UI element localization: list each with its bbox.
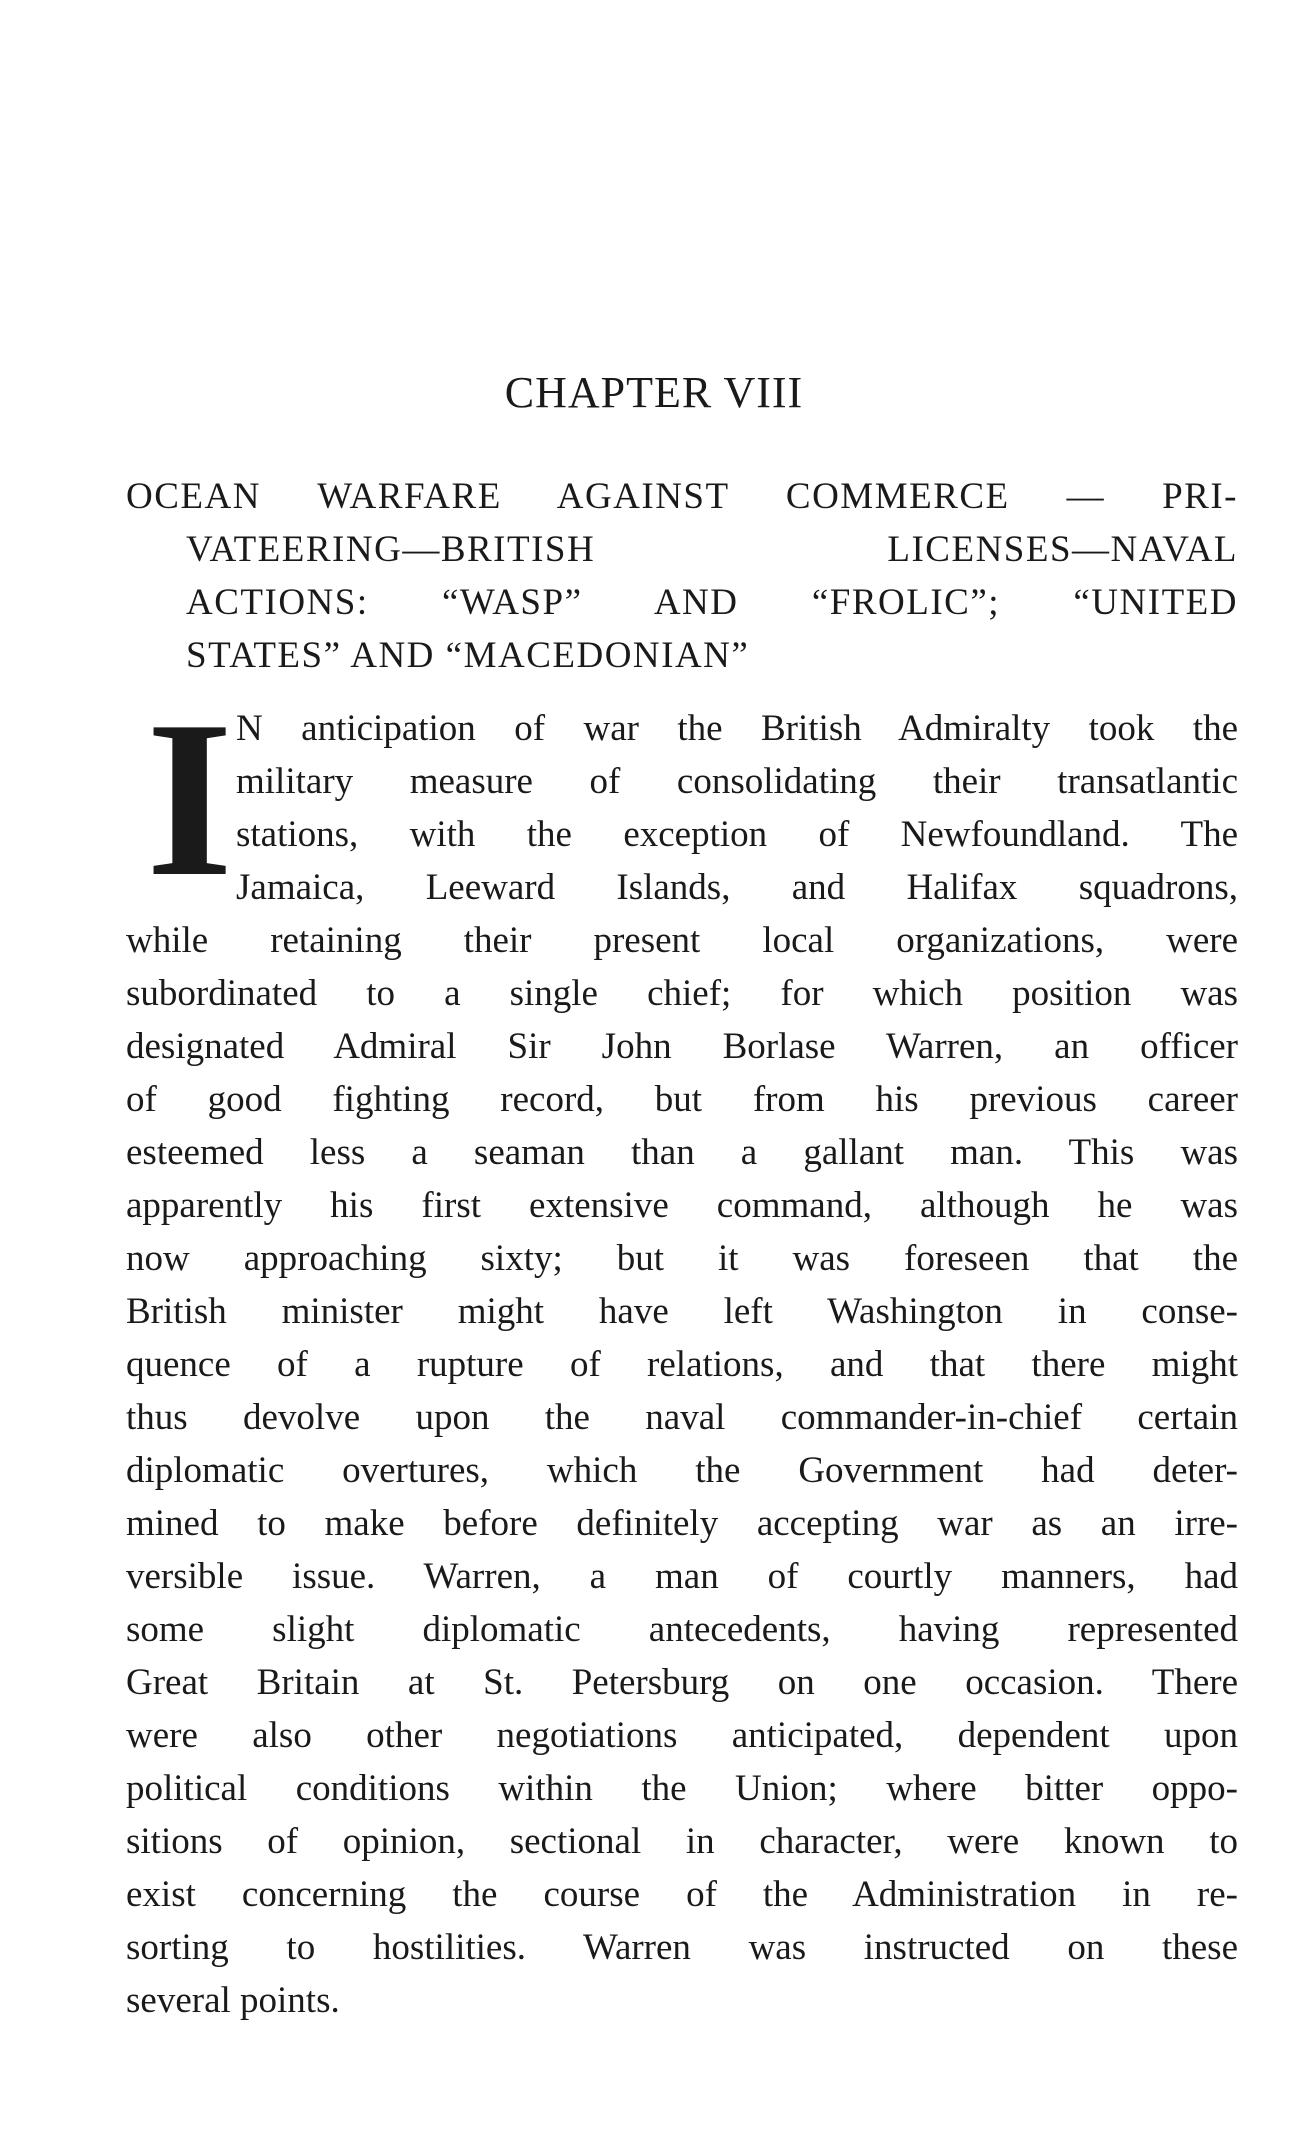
text-line: N anticipation of war the British Admiralty took the	[236, 708, 1238, 749]
text-line: esteemed less a seaman than a gallant man. This was	[126, 1132, 1238, 1173]
summary-line: OCEAN WARFARE AGAINST COMMERCE — PRI-	[126, 476, 1238, 517]
text-line: diplomatic overtures, which the Government had deter-	[126, 1450, 1238, 1491]
summary-line: STATES” AND “MACEDONIAN”	[186, 635, 750, 676]
drop-cap: I	[146, 675, 234, 923]
summary-line: VATEERING—BRITISH LICENSES—NAVAL	[186, 529, 1238, 570]
text-line: stations, with the exception of Newfoundland. The	[236, 814, 1238, 855]
text-line: political conditions within the Union; where bitter oppo-	[126, 1768, 1238, 1809]
text-line: several points.	[126, 1980, 340, 2021]
text-line: military measure of consolidating their transatlantic	[236, 761, 1238, 802]
text-line: Jamaica, Leeward Islands, and Halifax squadrons,	[236, 867, 1238, 908]
text-line: sorting to hostilities. Warren was instructed on these	[126, 1927, 1238, 1968]
text-line: Great Britain at St. Petersburg on one occasion. There	[126, 1662, 1238, 1703]
text-line: some slight diplomatic antecedents, having represented	[126, 1609, 1238, 1650]
summary-line: ACTIONS: “WASP” AND “FROLIC”; “UNITED	[186, 582, 1238, 623]
text-line: were also other negotiations anticipated, dependent upon	[126, 1715, 1238, 1756]
text-line: versible issue. Warren, a man of courtly manners, had	[126, 1556, 1238, 1597]
text-line: quence of a rupture of relations, and that there might	[126, 1344, 1238, 1385]
text-line: while retaining their present local organizations, were	[126, 920, 1238, 961]
text-line: sitions of opinion, sectional in character, were known to	[126, 1821, 1238, 1862]
text-line: subordinated to a single chief; for which position was	[126, 973, 1238, 1014]
text-line: designated Admiral Sir John Borlase Warren, an officer	[126, 1026, 1238, 1067]
body-text	[126, 675, 1238, 2027]
text-line: exist concerning the course of the Administration in re-	[126, 1874, 1238, 1915]
text-line: of good fighting record, but from his previous career	[126, 1079, 1238, 1120]
text-line: now approaching sixty; but it was foreseen that the	[126, 1238, 1238, 1279]
chapter-title: CHAPTER VIII	[504, 368, 804, 417]
text-line: thus devolve upon the naval commander-in-chief certain	[126, 1397, 1238, 1438]
text-line: British minister might have left Washington in conse-	[126, 1291, 1238, 1332]
text-line: apparently his first extensive command, although he was	[126, 1185, 1238, 1226]
text-line: mined to make before definitely accepting war as an irre-	[126, 1503, 1238, 1544]
chapter-summary	[126, 470, 1238, 682]
